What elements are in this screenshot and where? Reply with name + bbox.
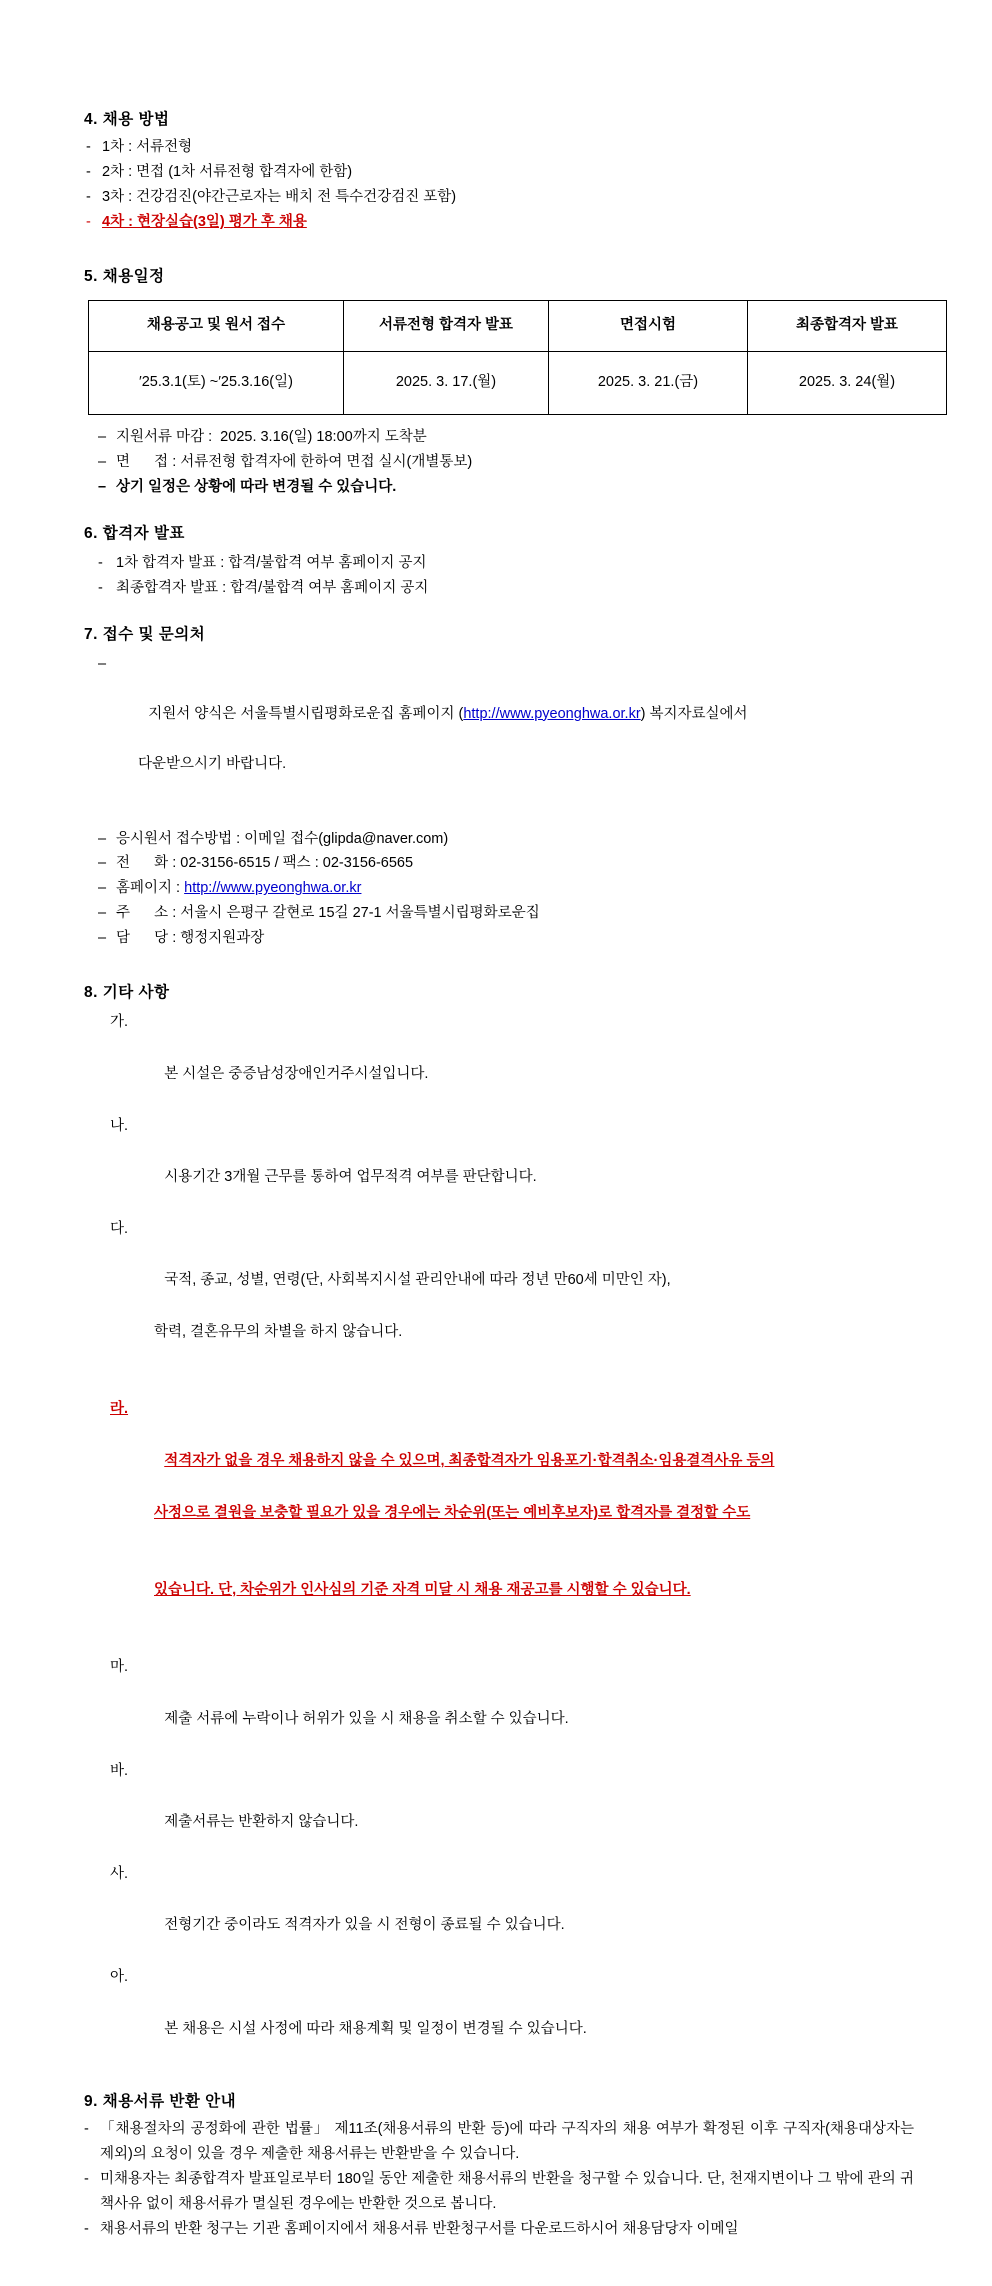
list-item-label: 1차 : 서류전형 [102, 139, 193, 156]
paragraph-text: 채용서류의 반환 청구는 기관 홈페이지에서 채용서류 반환청구서를 다운로드하시어 채용담당자 이메일 [100, 2221, 739, 2238]
dash-marker: – [98, 855, 107, 872]
list-item-label: 주 소 : 서울시 은평구 갈현로 15길 27-1 서울특별시립평화로운집 [116, 905, 540, 922]
list-item-label: 1차 합격자 발표 : 합격/불합격 여부 홈페이지 공지 [116, 554, 427, 571]
section-5-title: 5. 채용일정 [84, 268, 165, 285]
item-marker: 마. [110, 1659, 129, 1676]
list-item-line3: 있습니다. 단, 차순위가 인사심의 기준 자격 미달 시 채용 재공고를 시행할 수 있습니다. [154, 1581, 691, 1598]
list-item-label: 담 당 : 행정지원과장 [116, 930, 265, 947]
dash-marker: - [84, 2221, 89, 2238]
list-item-label: 시용기간 3개월 근무를 통하여 업무적격 여부를 판단합니다. [164, 1169, 537, 1186]
section-8-title: 8. 기타 사항 [84, 984, 170, 1002]
dash-marker: – [98, 830, 107, 847]
list-item [96, 450, 914, 475]
dash-marker: - [98, 579, 103, 596]
list-item-label: 제출서류는 반환하지 않습니다. [164, 1814, 359, 1831]
list-item-label: 응시원서 접수방법 : 이메일 접수(glipda@naver.com) [116, 830, 449, 847]
list-item [96, 901, 914, 926]
list-item-label: 본 시설은 중증남성장애인거주시설입니다. [164, 1066, 429, 1083]
dash-marker: - [86, 214, 91, 231]
section-9 [84, 2090, 914, 2242]
section-8-list [110, 1010, 914, 2068]
table-cell: 2025. 3. 17.(월) [344, 352, 549, 415]
dash-marker: - [86, 189, 91, 206]
column-header: 면접시험 [549, 301, 748, 352]
homepage-link[interactable]: http://www.pyeonghwa.or.kr [463, 705, 641, 722]
list-item-line2: 사정으로 결원을 보충할 필요가 있을 경우에는 차순위(또는 예비후보자)로 합격자를 결정할 수도 [154, 1504, 751, 1521]
table-row [89, 352, 947, 415]
list-item-highlight [84, 210, 914, 235]
table-cell: 2025. 3. 24(월) [748, 352, 947, 415]
table-header-row [89, 301, 947, 352]
list-item-highlight [110, 1397, 914, 1655]
paragraph-text: 「채용절차의 공정화에 관한 법률」 제11조(채용서류의 반환 등)에 따라 구직자의 채용 여부가 확정된 이후 구직자(채용대상자는 제외)의 요청이 있을 경우 제출한 채용서류는 반환받을 수 있습니다. [100, 2121, 914, 2163]
list-item-label: 제출 서류에 누락이나 허위가 있을 시 채용을 취소할 수 있습니다. [164, 1710, 569, 1727]
column-header: 채용공고 및 원서 접수 [89, 301, 344, 352]
list-item [110, 1655, 914, 1758]
item-marker: 다. [110, 1220, 129, 1237]
section-6-list [96, 551, 914, 601]
dash-marker: – [98, 880, 107, 897]
list-item-label: 면 접 : 서류전형 합격자에 한하여 면접 실시(개별통보) [116, 453, 473, 470]
column-header: 최종합격자 발표 [748, 301, 947, 352]
list-item-label: 적격자가 없을 경우 채용하지 않을 수 있으며, 최종합격자가 임용포기·합격취소·임용결격사유 등의 [164, 1452, 775, 1469]
list-item-suffix: ) 복지자료실에서 [640, 705, 748, 722]
list-item [96, 851, 914, 876]
list-item [96, 425, 914, 450]
list-item [96, 551, 914, 576]
list-item-label: 최종합격자 발표 : 합격/불합격 여부 홈페이지 공지 [116, 579, 429, 596]
list-item [96, 576, 914, 601]
list-item [84, 160, 914, 185]
list-item [96, 926, 914, 951]
spacer [84, 504, 914, 522]
list-item [84, 185, 914, 210]
dash-marker: – [98, 453, 107, 470]
table-head [89, 301, 947, 352]
list-item [110, 1217, 914, 1398]
section-6-title: 6. 합격자 발표 [84, 524, 185, 542]
column-header: 서류전형 합격자 발표 [344, 301, 549, 352]
dash-marker: – [98, 478, 107, 495]
homepage-link[interactable]: http://www.pyeonghwa.or.kr [184, 880, 362, 897]
table-cell: 2025. 3. 21.(금) [549, 352, 748, 415]
section-4-title: 4. 채용 방법 [84, 111, 170, 128]
list-item-label: 4차 : 현장실습(3일) 평가 후 채용 [102, 214, 307, 231]
dash-marker: - [84, 2171, 89, 2188]
item-marker: 아. [110, 1968, 129, 1985]
list-item-label: 상기 일정은 상황에 따라 변경될 수 있습니다. [116, 478, 397, 495]
list-item [96, 652, 914, 827]
paragraph-text: 미채용자는 최종합격자 발표일로부터 180일 동안 제출한 채용서류의 반환을 청구할 수 있습니다. 단, 천재지변이나 그 밖에 관의 귀책사유 없이 채용서류가 멸실된 경우에는 반환한 것으로 봅니다. [100, 2171, 914, 2213]
section-7-list [96, 652, 914, 951]
list-item [110, 1759, 914, 1862]
list-item-label: 2차 : 면접 (1차 서류전형 합격자에 한함) [102, 164, 353, 181]
list-item [84, 135, 914, 160]
list-item [110, 1010, 914, 1113]
spacer [84, 955, 914, 981]
list-item [110, 1965, 914, 2068]
section-4 [84, 108, 914, 235]
section-7-title: 7. 접수 및 문의처 [84, 625, 206, 643]
spacer [84, 2072, 914, 2090]
list-item-label: 전형기간 중이라도 적격자가 있을 시 전형이 종료될 수 있습니다. [164, 1917, 565, 1934]
dash-marker: – [98, 930, 107, 947]
dash-marker: - [98, 554, 103, 571]
list-item-label: 홈페이지 : [116, 880, 185, 897]
list-item [110, 1862, 914, 1965]
spacer [84, 605, 914, 623]
list-item-label: 지원서류 마감 : 2025. 3.16(일) 18:00까지 도착분 [116, 428, 427, 445]
item-marker: 라. [110, 1401, 129, 1418]
section-6 [84, 522, 914, 601]
list-item [96, 876, 914, 901]
dash-marker: - [86, 164, 91, 181]
schedule-table [88, 300, 947, 415]
list-item-label: 지원서 양식은 서울특별시립평화로운집 홈페이지 ( [148, 705, 464, 722]
list-item-label: 국적, 종교, 성별, 연령(단, 사회복지시설 관리안내에 따라 정년 만60세 미만인 자), [164, 1272, 671, 1289]
section-4-list [84, 135, 914, 235]
list-item-label: 3차 : 건강검진(야간근로자는 배치 전 특수건강검진 포함) [102, 189, 457, 206]
paragraph [84, 2217, 914, 2242]
list-item [96, 475, 914, 500]
item-marker: 사. [110, 1865, 129, 1882]
dash-marker: - [84, 2121, 89, 2138]
paragraph [84, 2167, 914, 2217]
dash-marker: – [98, 905, 107, 922]
list-item-line2: 학력, 결혼유무의 차별을 하지 않습니다. [154, 1324, 403, 1340]
list-item [96, 827, 914, 852]
item-marker: 나. [110, 1117, 129, 1134]
section-7 [84, 623, 914, 952]
dash-marker: - [86, 139, 91, 156]
table-body [89, 352, 947, 415]
list-item-line2: 다운받으시기 바랍니다. [138, 755, 287, 772]
section-9-title: 9. 채용서류 반환 안내 [84, 2093, 237, 2111]
list-item-label: 본 채용은 시설 사정에 따라 채용계획 및 일정이 변경될 수 있습니다. [164, 2020, 587, 2037]
paragraph [84, 2117, 914, 2167]
spacer [84, 239, 914, 265]
list-item [110, 1114, 914, 1217]
list-item-label: 전 화 : 02-3156-6515 / 팩스 : 02-3156-6565 [116, 855, 414, 872]
table-cell: ′25.3.1(토) ~′25.3.16(일) [89, 352, 344, 415]
section-8 [84, 981, 914, 2068]
item-marker: 가. [110, 1014, 129, 1031]
item-marker: 바. [110, 1762, 129, 1779]
dash-marker: – [98, 655, 107, 672]
dash-marker: – [98, 428, 107, 445]
section-5 [84, 265, 914, 500]
section-5-notes [96, 425, 914, 500]
